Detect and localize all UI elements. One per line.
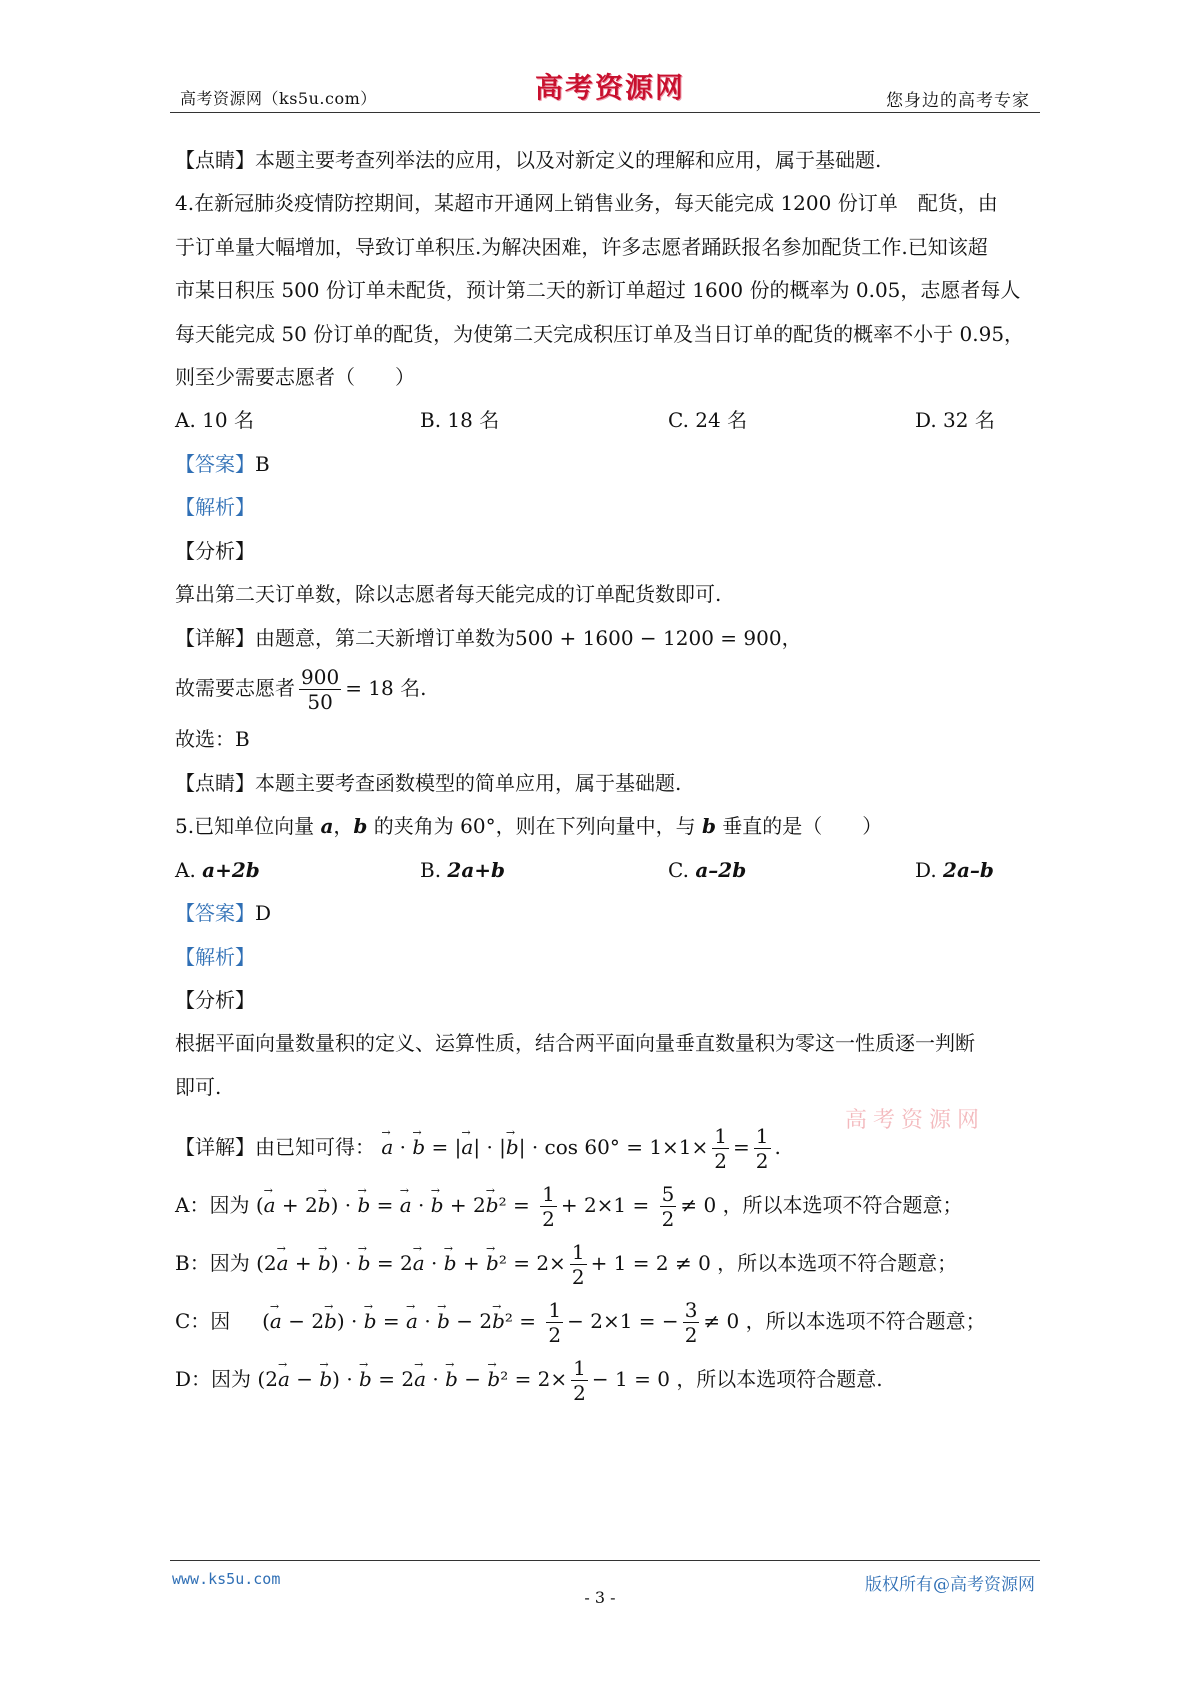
q4-option-a: A. 10 名: [175, 408, 254, 432]
detail-tag: 【详解】: [175, 1135, 255, 1159]
need-prefix: 故需要志愿者: [175, 676, 295, 700]
header-rule: [170, 112, 1040, 113]
q5-option-d: [915, 857, 994, 883]
q4-comment: 【点睛】本题主要考查函数模型的简单应用，属于基础题.: [175, 771, 682, 795]
q5-vector-b-2: b: [701, 814, 716, 838]
option-expr: 2a–b: [943, 858, 994, 882]
q5-option-a: [175, 857, 260, 883]
q4-line-2: 于订单量大幅增加，导致订单积压.为解决困难，许多志愿者踊跃报名参加配货工作.已知该超: [175, 235, 988, 259]
detail-end: ，: [781, 626, 802, 650]
case-formula: (2→ a + → b) · → b = 2→ a · → b + → b² = 2× $\frac{1}{2}$ + 1 = 2 ≠ 0: [256, 1251, 711, 1275]
q5-fenxi-line-2: 即可.: [175, 1075, 222, 1099]
q5-fenxi-tag: 【分析】: [175, 988, 255, 1012]
header-logo: 高考资源网: [535, 71, 686, 104]
watermark-logo: 高考资源网: [845, 1108, 986, 1133]
option-prefix: B.: [420, 858, 448, 882]
detail-math: 500 + 1600 − 1200 = 900: [515, 626, 782, 650]
option-expr: a+2b: [202, 858, 260, 882]
case-label: A：因为: [175, 1193, 250, 1217]
q5-fenxi-line-1: 根据平面向量数量积的定义、运算性质，结合两平面向量垂直数量积为零这一性质逐一判断: [175, 1031, 975, 1055]
q5-stem: [175, 813, 882, 839]
q5-case-a: [175, 1178, 963, 1232]
option-prefix: A.: [175, 858, 203, 882]
q4-choose: 故选：B: [175, 727, 250, 751]
detail-text: 由题意，第二天新增订单数为: [255, 626, 515, 650]
q5-case-c: [175, 1294, 986, 1348]
case-formula: (2→ a − → b) · → b = 2→ a · → b − → b² = 2× $\frac{1}{2}$ − 1 = 0: [257, 1367, 670, 1391]
case-result: ，所以本选项符合题意.: [676, 1367, 883, 1391]
fraction-denominator: 50: [307, 690, 333, 714]
case-label: D：因为: [175, 1367, 252, 1391]
footer-url[interactable]: www.ks5u.com: [172, 1570, 281, 1588]
detail-tag: 【详解】: [175, 626, 255, 650]
need-suffix: = 18 名.: [345, 676, 427, 700]
case-result: ，所以本选项不符合题意；: [745, 1309, 986, 1333]
answer-tag: 【答案】: [175, 901, 255, 925]
need-fraction: [299, 665, 341, 714]
q4-line-5: 则至少需要志愿者（ ）: [175, 365, 415, 389]
q4-answer: [175, 451, 270, 477]
detail-text: 由已知可得：: [255, 1135, 375, 1159]
q5-jiexi-tag: 【解析】: [175, 945, 255, 969]
header-site-name: 高考资源网（ks5u.com）: [180, 89, 377, 108]
answer-value: D: [255, 901, 272, 925]
q4-line-1: 4.在新冠肺炎疫情防控期间，某超市开通网上销售业务，每天能完成 1200 份订单 配货，由: [175, 191, 998, 215]
header-slogan: 您身边的高考专家: [886, 91, 1030, 111]
case-label: B：因为: [175, 1251, 250, 1275]
option-expr: a–2b: [695, 858, 747, 882]
q5-stem-prefix: 5.已知单位向量: [175, 814, 321, 838]
q5-option-c: [668, 857, 746, 883]
q5-separator: ，: [333, 814, 354, 838]
q5-vector-b: b: [353, 814, 368, 838]
q4-jiexi-tag: 【解析】: [175, 495, 255, 519]
answer-tag: 【答案】: [175, 452, 255, 476]
fraction-numerator: 900: [301, 665, 340, 689]
page-number: - 3 -: [584, 1588, 616, 1607]
q4-need-line: [175, 660, 426, 716]
option-expr: 2a+b: [447, 858, 506, 882]
answer-value: B: [255, 452, 270, 476]
q4-option-c: C. 24 名: [668, 408, 748, 432]
q5-case-b: [175, 1236, 957, 1290]
q5-stem-suffix: 垂直的是（ ）: [715, 814, 883, 838]
q5-stem-middle: 的夹角为 60°，则在下列向量中，与: [367, 814, 702, 838]
q5-option-b: [420, 857, 505, 883]
case-formula: (→ a + 2→ b) · → b = → a · → b + 2→ b² = $\frac{1}{2}$ + 2×1 = $\frac{5}{2}$ ≠ 0: [256, 1193, 716, 1217]
q4-detail: [175, 625, 802, 651]
detail-formula: → a · → b = |→ a| · |→ b| · cos 60° = 1×1× $\frac{1}{2}$ = $\frac{1}{2}$ .: [381, 1135, 781, 1159]
q4-fenxi-text: 算出第二天订单数，除以志愿者每天能完成的订单配货数即可.: [175, 582, 722, 606]
q4-line-3: 市某日积压 500 份订单未配货，预计第二天的新订单超过 1600 份的概率为 0.05，志愿者每人: [175, 278, 1021, 302]
q5-vector-a: a: [320, 814, 334, 838]
option-prefix: C.: [668, 858, 696, 882]
case-label: C：因: [175, 1309, 231, 1333]
case-result: ，所以本选项不符合题意；: [717, 1251, 958, 1275]
q4-option-d: D. 32 名: [915, 408, 995, 432]
case-formula: (→ a − 2→ b) · → b = → a · → b − 2→ b² = $\frac{1}{2}$ − 2×1 = − $\frac{3}{2}$ ≠ 0: [262, 1309, 739, 1333]
q4-line-4: 每天能完成 50 份订单的配货，为使第二天完成积压订单及当日订单的配货的概率不小于 0.95，: [175, 322, 1025, 346]
q4-option-b: B. 18 名: [420, 408, 500, 432]
q5-case-d: [175, 1352, 883, 1406]
q5-answer: [175, 900, 271, 926]
q4-fenxi-tag: 【分析】: [175, 539, 255, 563]
option-prefix: D.: [915, 858, 944, 882]
footer-copyright[interactable]: 版权所有@高考资源网: [865, 1575, 1035, 1595]
case-result: ，所以本选项不符合题意；: [722, 1193, 963, 1217]
q3-comment: 【点睛】本题主要考查列举法的应用，以及对新定义的理解和应用，属于基础题.: [175, 148, 882, 172]
footer-rule: [170, 1560, 1040, 1561]
